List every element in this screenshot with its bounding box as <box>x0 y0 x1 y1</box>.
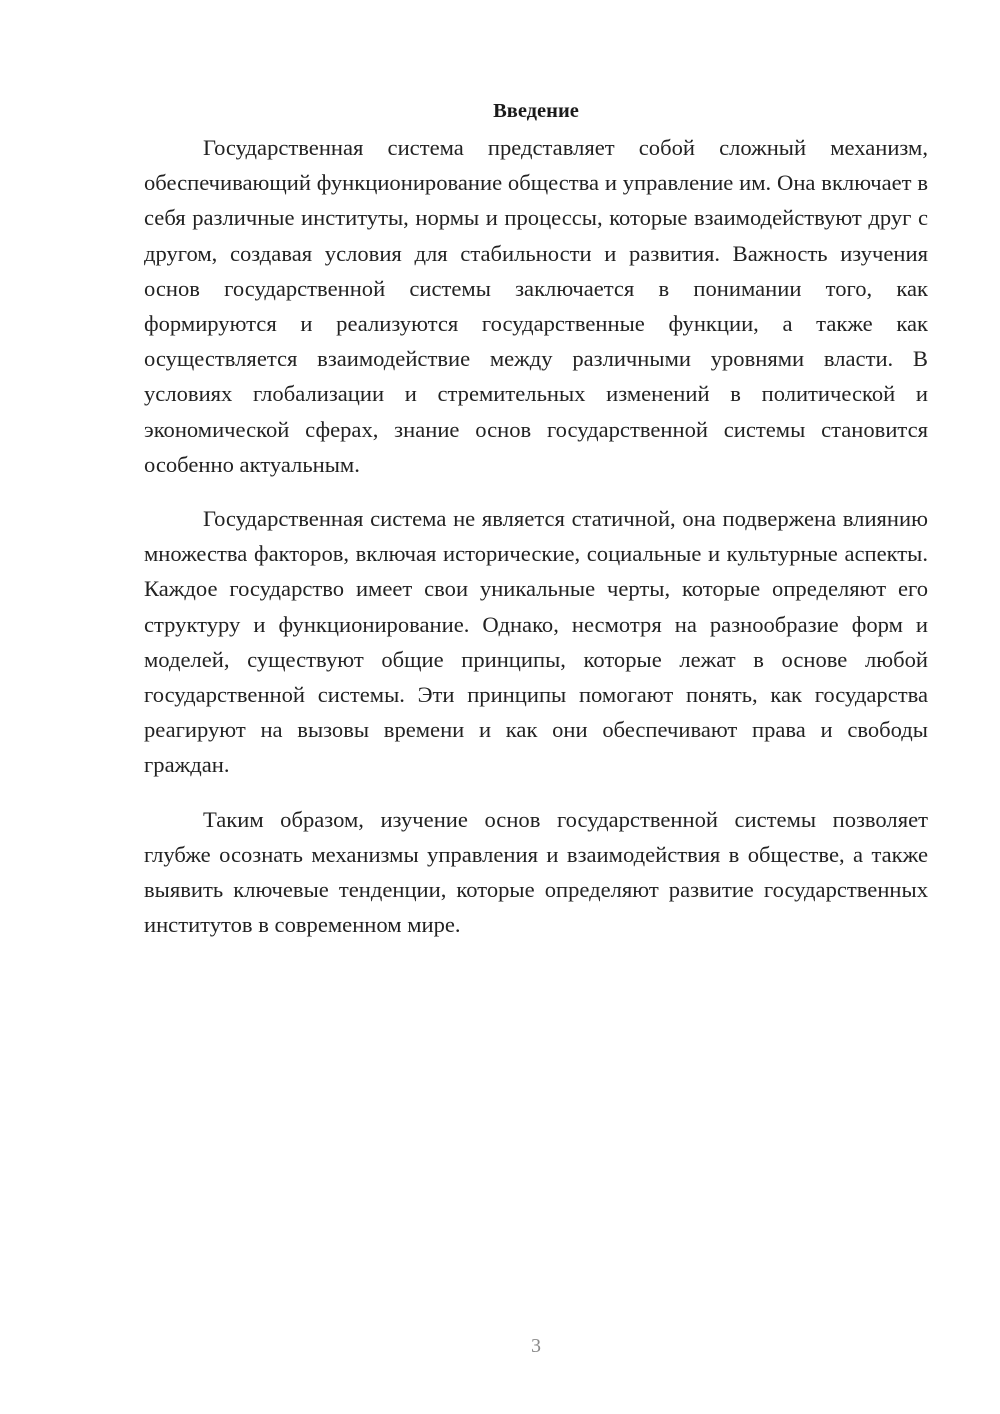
paragraph-1: Государственная система представляет собой сложный механизм, обеспечивающий функционирование общества и управление им. Она включает в себя различные институты, нормы и процессы, которые взаимодействуют друг с другом, создавая условия для стабильности и развития. Важность изучения основ государственной системы заключается в понимании того, как формируются и реализуются государственные функции, а также как осуществляется взаимодействие между различными уровнями власти. В условиях глобализации и стремительных изменений в политической и экономической сферах, знание основ государственной системы становится особенно актуальным. <box>144 135 928 477</box>
page-number: 3 <box>531 1335 541 1357</box>
page-content <box>144 96 928 942</box>
paragraph-2: Государственная система не является статичной, она подвержена влиянию множества факторов, включая исторические, социальные и культурные аспекты. Каждое государство имеет свои уникальные черты, которые определяют его структуру и функционирование. Однако, несмотря на разнообразие форм и моделей, существуют общие принципы, которые лежат в основе любой государственной системы. Эти принципы помогают понять, как государства реагируют на вызовы времени и как они обеспечивают права и свободы граждан. <box>144 506 928 778</box>
section-heading: Введение <box>493 100 579 122</box>
paragraph-3: Таким образом, изучение основ государственной системы позволяет глубже осознать механизмы управления и взаимодействия в обществе, а также выявить ключевые тенденции, которые определяют развитие государственных институтов в современном мире. <box>144 806 928 938</box>
